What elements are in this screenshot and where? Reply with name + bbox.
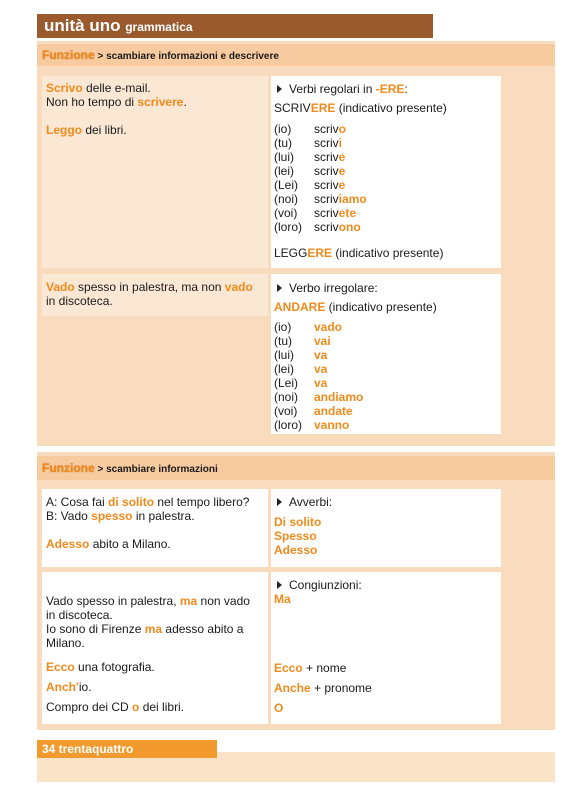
triangle-bullet-icon bbox=[277, 498, 282, 506]
adverb-item: Adesso bbox=[274, 543, 318, 557]
example-line: Adesso abito a Milano. bbox=[46, 537, 171, 551]
conjunction-item: O bbox=[274, 701, 284, 715]
unit-subtitle: grammatica bbox=[125, 20, 193, 34]
section-1-heading bbox=[42, 48, 279, 64]
triangle-bullet-icon bbox=[277, 581, 282, 589]
page-number: 34 trentaquattro bbox=[42, 742, 134, 756]
example-line: Non ho tempo di scrivere. bbox=[46, 95, 187, 109]
funzione-label: Funzione bbox=[42, 48, 95, 62]
example-line: A: Cosa fai di solito nel tempo libero? bbox=[46, 495, 250, 509]
example-line: Scrivo delle e-mail. bbox=[46, 81, 151, 95]
example-line: Ecco una fotografia. bbox=[46, 660, 155, 674]
conjugation-row: (Lei) va bbox=[274, 376, 328, 390]
conjunction-item: Ma bbox=[274, 592, 291, 606]
funzione-label: Funzione bbox=[42, 461, 95, 475]
example-line: Leggo dei libri. bbox=[46, 123, 127, 137]
verb-title: LEGGERE (indicativo presente) bbox=[274, 246, 444, 260]
adverb-item: Di solito bbox=[274, 515, 322, 529]
example-line: in discoteca. bbox=[46, 294, 113, 308]
conjugation-row: (lui) va bbox=[274, 348, 328, 362]
grammar-heading: Avverbi: bbox=[277, 495, 332, 509]
verb-title: ANDARE (indicativo presente) bbox=[274, 300, 437, 314]
example-line: Compro dei CD o dei libri. bbox=[46, 700, 185, 714]
conjugation-row: (io) vado bbox=[274, 320, 343, 334]
conjugation-row: (lei) scrive bbox=[274, 164, 346, 178]
conjugation-row: (voi) andate bbox=[274, 404, 353, 418]
conjugation-row: (loro) vanno bbox=[274, 418, 350, 432]
conjugation-row: (io) scrivo bbox=[274, 122, 347, 136]
example-line: Anch'io. bbox=[46, 680, 92, 694]
conjugation-row: (lei) va bbox=[274, 362, 328, 376]
example-line: in discoteca. bbox=[46, 608, 113, 622]
section-2-heading bbox=[42, 461, 218, 477]
funzione-desc: > scambiare informazioni e descrivere bbox=[97, 51, 279, 62]
example-line: Vado spesso in palestra, ma non vado bbox=[46, 280, 253, 294]
verb-title: SCRIVERE (indicativo presente) bbox=[274, 101, 447, 115]
funzione-desc: > scambiare informazioni bbox=[97, 464, 218, 475]
example-line: B: Vado spesso in palestra. bbox=[46, 509, 195, 523]
triangle-bullet-icon bbox=[277, 284, 282, 292]
example-line: Milano. bbox=[46, 636, 85, 650]
grammar-heading: Verbo irregolare: bbox=[277, 281, 378, 295]
unit-title: unità uno grammatica bbox=[44, 16, 193, 35]
grammar-heading: Congiunzioni: bbox=[277, 578, 362, 592]
conjugation-row: (voi) scrivete bbox=[274, 206, 357, 220]
triangle-bullet-icon bbox=[277, 85, 282, 93]
conjugation-row: (loro) scrivono bbox=[274, 220, 361, 234]
conjunction-item: Ecco + nome bbox=[274, 661, 347, 675]
conjugation-row: (tu) vai bbox=[274, 334, 331, 348]
conjugation-row: (Lei) scrive bbox=[274, 178, 346, 192]
grammar-box-4 bbox=[271, 572, 501, 724]
example-line: Vado spesso in palestra, ma non vado bbox=[46, 594, 250, 608]
conjugation-row: (lui) scrive bbox=[274, 150, 346, 164]
conjugation-row: (tu) scrivi bbox=[274, 136, 343, 150]
adverb-item: Spesso bbox=[274, 529, 317, 543]
grammar-heading: Verbi regolari in -ERE: bbox=[277, 82, 408, 96]
conjugation-row: (noi) andiamo bbox=[274, 390, 364, 404]
example-line: Io sono di Firenze ma adesso abito a bbox=[46, 622, 244, 636]
conjunction-item: Anche + pronome bbox=[274, 681, 372, 695]
conjugation-row: (noi) scriviamo bbox=[274, 192, 367, 206]
